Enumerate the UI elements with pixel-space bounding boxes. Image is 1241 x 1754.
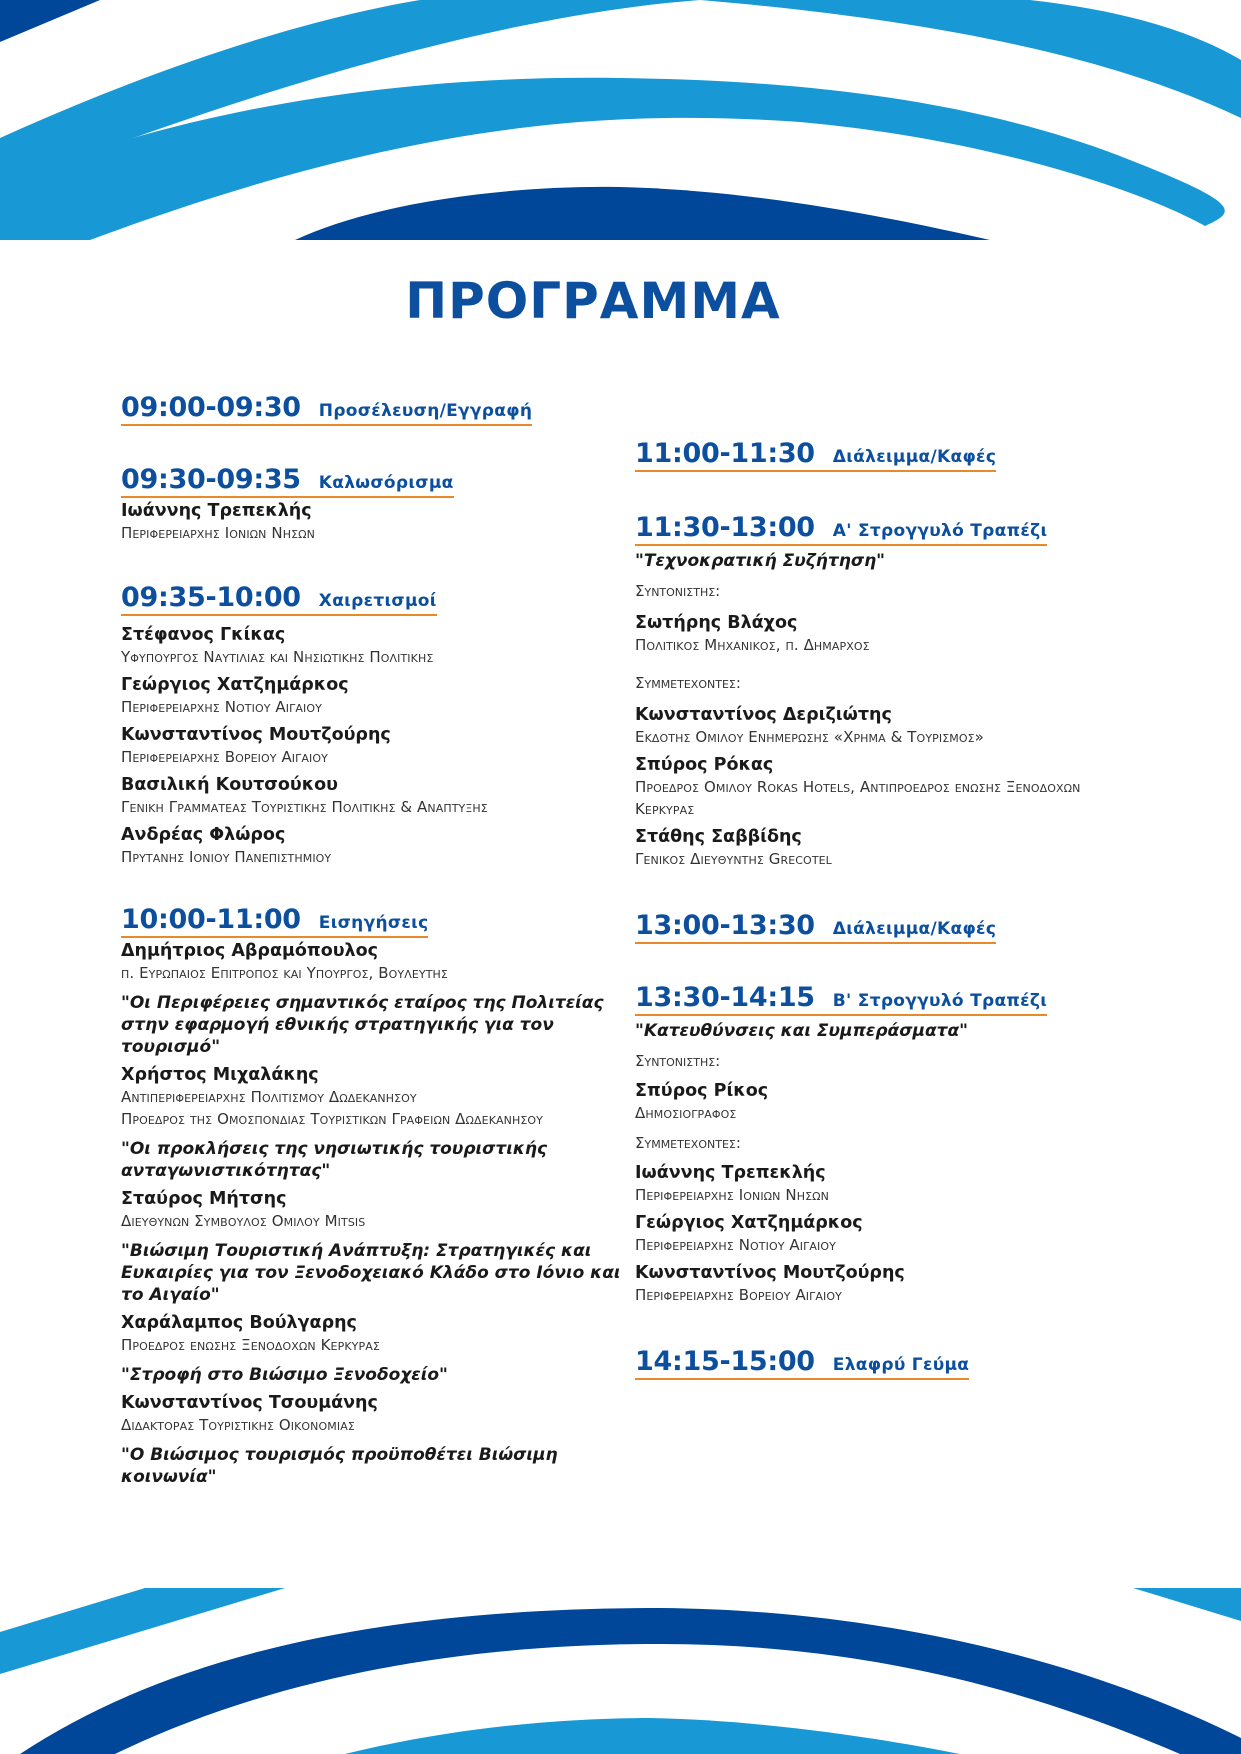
session-label: Α' Στρογγυλό Τραπέζι bbox=[832, 521, 1048, 541]
session-welcome bbox=[121, 464, 621, 544]
moderator-name: Σωτήρης Βλάχος bbox=[635, 613, 798, 633]
session-greetings bbox=[121, 582, 621, 868]
session-header bbox=[635, 982, 1047, 1016]
participant-name: Σπύρος Ρόκας bbox=[635, 755, 774, 775]
schedule-left-column bbox=[121, 392, 621, 1488]
footer-wave-decoration bbox=[0, 1588, 1241, 1754]
speaker-name: Βασιλική Κουτσούκου bbox=[121, 775, 338, 795]
speaker-role: π. Ευρωπαιος Επιτροπος και Υπουργος, Βουλευτης bbox=[121, 964, 448, 982]
page-title: ΠΡΟΓΡΑΜΜΑ bbox=[405, 272, 781, 330]
moderator-role: Δημοσιογραφος bbox=[635, 1104, 737, 1122]
session-presentations bbox=[121, 904, 621, 1488]
session-time: 09:00-09:30 bbox=[121, 392, 301, 423]
session-time: 11:30-13:00 bbox=[635, 512, 815, 543]
speaker-name: Ανδρέας Φλώρος bbox=[121, 825, 286, 845]
session-round-table-a bbox=[635, 512, 1105, 870]
participant-role: Περιφερειαρχης Ιονιων Νησων bbox=[635, 1186, 829, 1204]
footer-wave-light-right bbox=[1133, 1588, 1241, 1621]
session-time: 11:00-11:30 bbox=[635, 438, 815, 469]
session-coffee-break-2 bbox=[635, 910, 1105, 944]
session-header bbox=[635, 910, 996, 944]
session-header bbox=[121, 464, 454, 498]
speaker-role: Διευθυνων Συμβουλος Ομιλου Mitsis bbox=[121, 1212, 366, 1230]
speaker-name: Γεώργιος Χατζημάρκος bbox=[121, 675, 349, 695]
session-header bbox=[121, 582, 437, 616]
session-time: 14:15-15:00 bbox=[635, 1346, 815, 1377]
participant-name: Ιωάννης Τρεπεκλής bbox=[635, 1163, 826, 1183]
session-header bbox=[635, 438, 996, 472]
participant-name: Κωνσταντίνος Μουτζούρης bbox=[635, 1263, 905, 1283]
moderator-label: Συντονιστης: bbox=[635, 582, 721, 600]
participant-role: Περιφερειαρχης Νοτιου Αιγαιου bbox=[635, 1236, 836, 1254]
session-label: Καλωσόρισμα bbox=[318, 473, 454, 493]
session-header bbox=[635, 512, 1047, 546]
participants-label: Συμμετεχοντες: bbox=[635, 1134, 741, 1152]
participant-name: Στάθης Σαββίδης bbox=[635, 827, 802, 847]
speaker-name: Στέφανος Γκίκας bbox=[121, 625, 286, 645]
speaker-name: Χρήστος Μιχαλάκης bbox=[121, 1065, 319, 1085]
session-label: Εισηγήσεις bbox=[318, 913, 429, 933]
moderator-role: Πολιτικος Μηχανικος, π. Δημαρχος bbox=[635, 636, 870, 654]
session-label: Διάλειμμα/Καφές bbox=[832, 919, 997, 939]
presentation-title: "Ο Βιώσιμος τουρισμός προϋποθέτει Βιώσιμη κοινωνία" bbox=[121, 1445, 558, 1487]
session-time: 09:35-10:00 bbox=[121, 582, 301, 613]
round-table-subtitle: "Κατευθύνσεις και Συμπεράσματα" bbox=[635, 1021, 969, 1041]
presentation-title: "Οι προκλήσεις της νησιωτικής τουριστικής ανταγωνιστικότητας" bbox=[121, 1139, 548, 1181]
header-wave-dark-corner bbox=[0, 0, 100, 42]
participant-name: Γεώργιος Χατζημάρκος bbox=[635, 1213, 863, 1233]
participant-role: Γενικος Διευθυντης Grecotel bbox=[635, 850, 832, 868]
session-label: Προσέλευση/Εγγραφή bbox=[318, 401, 533, 421]
round-table-subtitle: "Τεχνοκρατική Συζήτηση" bbox=[635, 551, 886, 571]
speaker-name: Κωνσταντίνος Μουτζούρης bbox=[121, 725, 391, 745]
speaker-name: Κωνσταντίνος Τσουμάνης bbox=[121, 1393, 378, 1413]
presentation-title: "Οι Περιφέρειες σημαντικός εταίρος της Πολιτείας στην εφαρμογή εθνικής στρατηγικής για τον τουρισμό" bbox=[121, 993, 604, 1057]
session-label: Χαιρετισμοί bbox=[318, 591, 437, 611]
moderator-name: Σπύρος Ρίκος bbox=[635, 1081, 769, 1101]
header-wave-decoration bbox=[0, 0, 1241, 240]
participant-role: Προεδρος Ομιλου Rokas Hotels, Αντιπροεδρος ενωσης Ξενοδοχων Κερκυρας bbox=[635, 778, 1081, 818]
speaker-role: Περιφερειαρχης Νοτιου Αιγαιου bbox=[121, 698, 322, 716]
session-header bbox=[635, 1346, 969, 1380]
session-time: 10:00-11:00 bbox=[121, 904, 301, 935]
session-light-lunch bbox=[635, 1346, 1105, 1380]
speaker-role: Περιφερειαρχης Βορειου Αιγαιου bbox=[121, 748, 328, 766]
schedule-right-column bbox=[635, 438, 1105, 1380]
session-header bbox=[121, 904, 428, 938]
session-round-table-b bbox=[635, 982, 1105, 1306]
speaker-role: Διδακτορας Τουριστικης Οικονομιας bbox=[121, 1416, 355, 1434]
session-label: Ελαφρύ Γεύμα bbox=[832, 1355, 970, 1375]
speaker-name: Χαράλαμπος Βούλγαρης bbox=[121, 1313, 357, 1333]
participant-role: Εκδοτης Ομιλου Ενημερωσης «Χρημα & Τουρισμος» bbox=[635, 728, 984, 746]
session-time: 13:30-14:15 bbox=[635, 982, 815, 1013]
session-coffee-break-1 bbox=[635, 438, 1105, 472]
speaker-name: Ιωάννης Τρεπεκλής bbox=[121, 501, 312, 521]
speaker-name: Δημήτριος Αβραμόπουλος bbox=[121, 941, 379, 961]
speaker-role: Προεδρος της Ομοσπονδιας Τουριστικων Γραφειων Δωδεκανησου bbox=[121, 1110, 543, 1128]
session-label: Διάλειμμα/Καφές bbox=[832, 447, 997, 467]
speaker-role: Πρυτανης Ιονιου Πανεπιστημιου bbox=[121, 848, 332, 866]
presentation-title: "Βιώσιμη Τουριστική Ανάπτυξη: Στρατηγικές και Ευκαιρίες για τον Ξενοδοχειακό Κλάδο στο Ιόνιο και το Αιγαίο" bbox=[121, 1241, 621, 1305]
speaker-role: Προεδρος ενωσης Ξενοδοχων Κερκυρας bbox=[121, 1336, 380, 1354]
session-time: 09:30-09:35 bbox=[121, 464, 301, 495]
session-header bbox=[121, 392, 532, 426]
speaker-role: Περιφερειαρχης Ιονιων Νησων bbox=[121, 524, 315, 542]
speaker-role: Αντιπεριφερειαρχης Πολιτισμου Δωδεκανησου bbox=[121, 1088, 417, 1106]
speaker-role: Υφυπουργος Ναυτιλιας και Νησιωτικης Πολιτικης bbox=[121, 648, 434, 666]
footer-wave-light-arc bbox=[345, 1718, 960, 1754]
header-wave-dark-arc bbox=[295, 187, 990, 240]
participants-label: Συμμετεχοντες: bbox=[635, 674, 741, 692]
speaker-name: Σταύρος Μήτσης bbox=[121, 1189, 287, 1209]
participant-name: Κωνσταντίνος Δεριζιώτης bbox=[635, 705, 892, 725]
session-registration bbox=[121, 392, 621, 426]
session-label: Β' Στρογγυλό Τραπέζι bbox=[832, 991, 1048, 1011]
moderator-label: Συντονιστης: bbox=[635, 1052, 721, 1070]
speaker-role: Γενικη Γραμματεας Τουριστικης Πολιτικης & Αναπτυξης bbox=[121, 798, 488, 816]
participant-role: Περιφερειαρχης Βορειου Αιγαιου bbox=[635, 1286, 842, 1304]
session-time: 13:00-13:30 bbox=[635, 910, 815, 941]
presentation-title: "Στροφή στο Βιώσιμο Ξενοδοχείο" bbox=[121, 1365, 448, 1385]
